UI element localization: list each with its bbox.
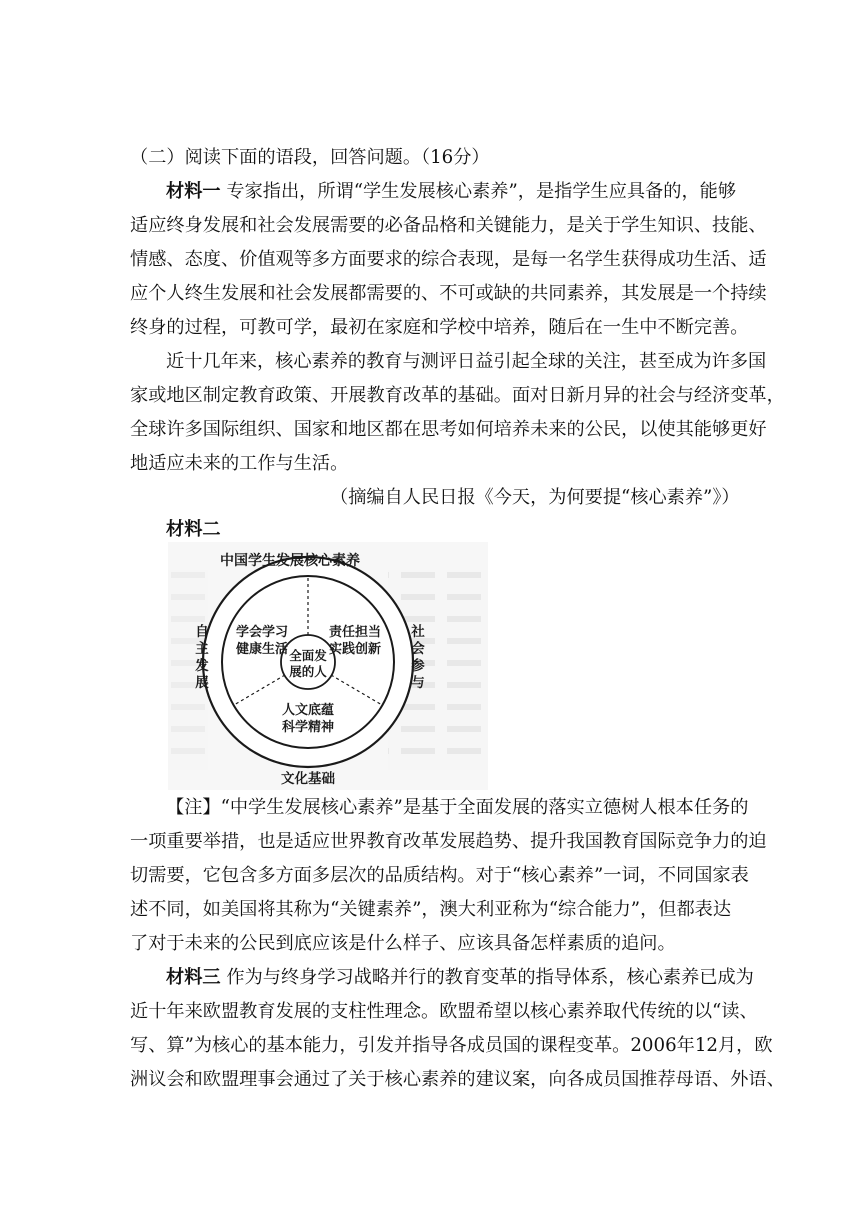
note-line-2: 一项重要举措，也是适应世界教育改革发展趋势、提升我国教育国际竞争力的迫 xyxy=(130,831,767,852)
core-literacy-diagram-svg xyxy=(168,542,488,790)
note-line-4: 述不同，如美国将其称为“关键素养”，澳大利亚称为“综合能力”，但都表达 xyxy=(130,899,732,920)
right-side-char-1: 社 xyxy=(411,624,425,640)
left-side-char-4: 展 xyxy=(195,675,209,691)
material1-line-2: 适应终身发展和社会发展需要的必备品格和关键能力，是关于学生知识、技能、 xyxy=(130,215,767,236)
material3-line-4: 洲议会和欧盟理事会通过了关于核心素养的建议案，向各成员国推荐母语、外语、 xyxy=(130,1069,785,1090)
note-line-5: 了对于未来的公民到底应该是什么样子、应该具备怎样素质的追问。 xyxy=(130,933,676,954)
segment-bottom-line-2: 科学精神 xyxy=(281,720,335,735)
left-side-char-3: 发 xyxy=(195,658,209,674)
material3-label: 材料三 xyxy=(166,967,221,988)
left-side-char-1: 自 xyxy=(195,624,209,640)
center-line-2: 展的人 xyxy=(289,664,327,679)
left-side-char-2: 主 xyxy=(195,641,209,657)
core-literacy-diagram xyxy=(168,542,488,790)
note-line-1: 【注】“中学生发展核心素养”是基于全面发展的落实立德树人根本任务的 xyxy=(166,797,749,818)
material1-line-1: 专家指出，所谓“学生发展核心素养”，是指学生应具备的，能够 xyxy=(226,181,737,202)
material3-line-2: 近十年来欧盟教育发展的支柱性理念。欧盟希望以核心素养取代传统的以“读、 xyxy=(130,1001,758,1022)
segment-right-line-1: 责任担当 xyxy=(328,625,382,640)
right-side-char-3: 参 xyxy=(411,658,425,674)
right-side-char-2: 会 xyxy=(411,641,425,657)
material1-para2-line-2: 家或地区制定教育政策、开展教育改革的基础。面对日新月异的社会与经济变革， xyxy=(130,385,785,406)
segment-right-line-2: 实践创新 xyxy=(328,642,382,657)
material3-line-3: 写、算”为核心的基本能力，引发并指导各成员国的课程变革。2006年12月，欧 xyxy=(130,1035,773,1056)
material1-label: 材料一 xyxy=(166,181,221,202)
segment-left-line-1: 学会学习 xyxy=(235,625,289,640)
material1-source: （摘编自人民日报《今天，为何要提“核心素养”》） xyxy=(330,487,740,508)
right-side-char-4: 与 xyxy=(411,675,425,691)
material1-line-5: 终身的过程，可教可学，最初在家庭和学校中培养，随后在一生中不断完善。 xyxy=(130,317,749,338)
material1-para2-line-1: 近十几年来，核心素养的教育与测评日益引起全球的关注，甚至成为许多国 xyxy=(166,351,767,372)
diagram-title: 中国学生发展核心素养 xyxy=(220,553,360,569)
material1-line-4: 应个人终生发展和社会发展都需要的、不可或缺的共同素养，其发展是一个持续 xyxy=(130,283,767,304)
material3-line-1: 作为与终身学习战略并行的教育变革的指导体系，核心素养已成为 xyxy=(226,967,754,988)
segment-bottom-line-1: 人文底蕴 xyxy=(281,703,335,718)
material1-para2-line-4: 地适应未来的工作与生活。 xyxy=(130,453,349,474)
material3-first-line xyxy=(166,966,754,990)
center-line-1: 全面发 xyxy=(289,648,327,663)
material2-label: 材料二 xyxy=(166,519,221,540)
material1-first-line xyxy=(166,180,737,204)
bottom-label: 文化基础 xyxy=(281,771,335,787)
material1-line-3: 情感、态度、价值观等多方面要求的综合表现，是每一名学生获得成功生活、适 xyxy=(130,249,767,270)
segment-left-line-2: 健康生活 xyxy=(235,642,289,657)
material1-para2-line-3: 全球许多国际组织、国家和地区都在思考如何培养未来的公民，以使其能够更好 xyxy=(130,419,767,440)
section-heading: （二）阅读下面的语段，回答问题。（16分） xyxy=(130,147,490,168)
note-line-3: 切需要，它包含多方面多层次的品质结构。对于“核心素养”一词，不同国家表 xyxy=(130,865,749,886)
